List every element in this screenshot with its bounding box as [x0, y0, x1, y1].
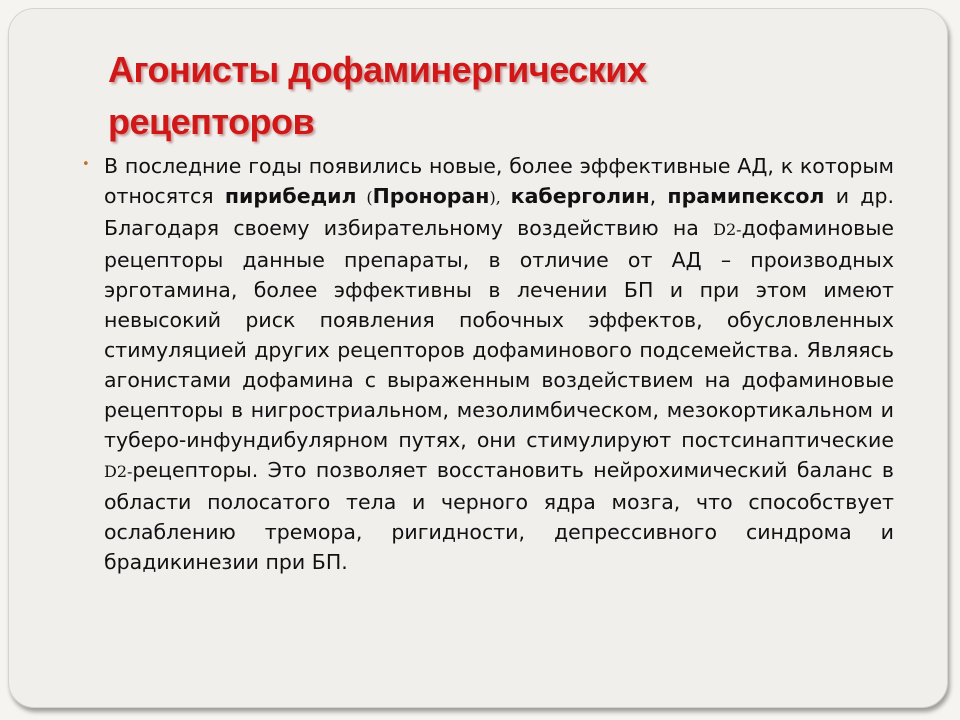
bullet-icon: • [82, 157, 90, 172]
drug-name-pronoran: Проноран [372, 184, 490, 208]
slide-title-line-1: Агонисты дофаминергических [108, 49, 647, 90]
slide-title-line-2: рецепторов [108, 101, 315, 142]
drug-name-piribedil: пирибедил [224, 184, 357, 208]
text-segment: и др. Благодаря своему избирательному воздействию на [104, 184, 895, 240]
receptor-d2-label: D2- [713, 220, 742, 239]
drug-name-cabergoline: каберголин [510, 184, 650, 208]
slide-title [108, 44, 828, 148]
text-segment: рецепторы. Это позволяет восстановить нейрохимический баланс в области полосатого тела и черного ядра мозга, что способствует ослаблению тремора, ригидности, депрессивного синдрома и брадикинезии при БП. [104, 458, 894, 574]
text-segment: , [649, 184, 668, 208]
body-paragraph [104, 151, 894, 577]
receptor-d2-label: D2- [104, 462, 133, 481]
text-segment: В последние годы появились новые, более эффективные АД, к которым относятся [104, 154, 894, 208]
text-segment: дофаминовые рецепторы данные препараты, в отличие от АД – производных эрготамина, более эффективны в лечении БП и при этом имеют невысокий риск появления побочных эффектов, обусловленных стимуляцией других рецепторов дофаминового подсемейства. Являясь агонистами дофамина с выраженным воздействием на дофаминовые рецепторы в нигростриальном, мезолимбическом, мезокортикальном и туберо-инфундибулярном путях, они стимулируют постсинаптические [104, 216, 894, 452]
text-segment: ( [356, 188, 373, 207]
text-segment: ), [489, 188, 511, 207]
drug-name-pramipexole: прамипексол [667, 184, 825, 208]
